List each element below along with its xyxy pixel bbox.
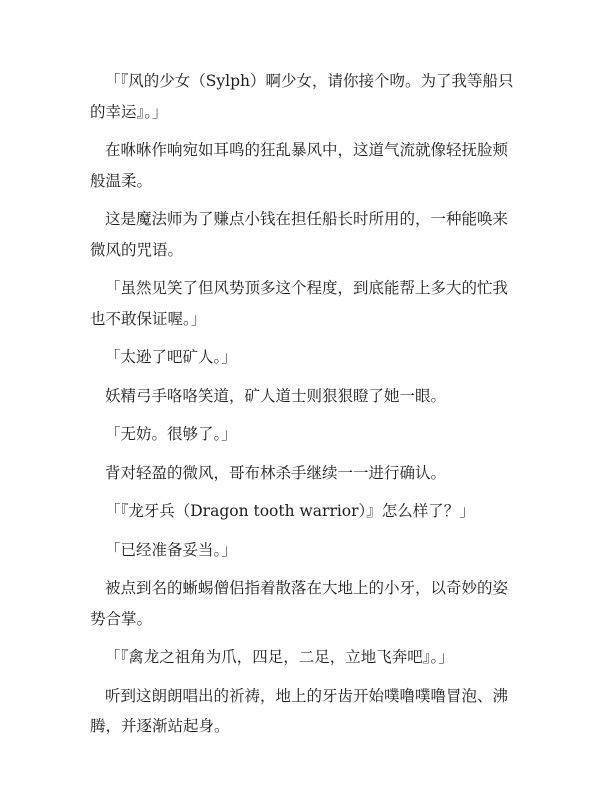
paragraph: 「『禽龙之祖角为爪，四足，二足，立地飞奔吧』。」 bbox=[105, 648, 454, 666]
paragraph: 这是魔法师为了赚点小钱在担任船长时所用的，一种能唤来微风的咒语。 bbox=[90, 210, 509, 259]
paragraph: 「『风的少女（Sylph）啊少女，请你接个吻。为了我等船只的幸运』。」 bbox=[90, 72, 514, 121]
paragraph: 「已经准备妥当。」 bbox=[105, 540, 237, 559]
paragraph: 在咻咻作响宛如耳鸣的狂乱暴风中，这道气流就像轻抚脸颊般温柔。 bbox=[90, 141, 509, 190]
paragraph: 妖精弓手咯咯笑道，矿人道士则狠狠瞪了她一眼。 bbox=[105, 386, 447, 405]
paragraph: 「无妨。很够了。」 bbox=[105, 425, 237, 443]
paragraph: 「虽然见笑了但风势顶多这个程度，到底能帮上多大的忙我也不敢保证喔。」 bbox=[90, 279, 509, 328]
paragraph: 「太逊了吧矿人。」 bbox=[105, 348, 237, 366]
body-text bbox=[90, 66, 522, 750]
paragraph: 被点到名的蜥蜴僧侣指着散落在大地上的小牙，以奇妙的姿势合掌。 bbox=[90, 579, 509, 628]
paragraph: 背对轻盈的微风，哥布林杀手继续一一进行确认。 bbox=[105, 463, 447, 482]
paragraph: 「『龙牙兵（Dragon tooth warrior）』怎么样了？」 bbox=[105, 502, 475, 520]
paragraph: 听到这朗朗唱出的祈祷，地上的牙齿开始噗噜噗噜冒泡、沸腾，并逐渐站起身。 bbox=[90, 686, 509, 735]
